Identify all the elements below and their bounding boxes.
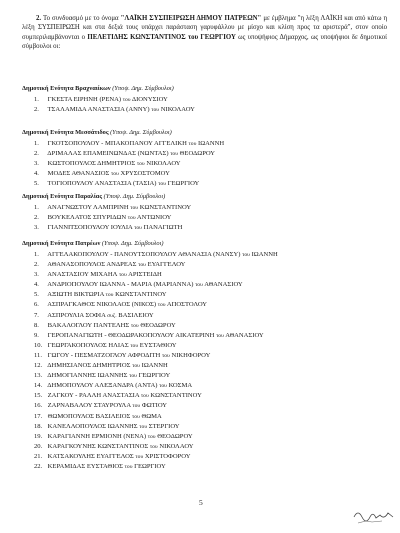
item-number: 19. bbox=[34, 432, 43, 440]
list-item bbox=[34, 179, 384, 189]
page-number: 5 bbox=[199, 498, 203, 507]
candidate-name: ΑΣΠΡΟΥΛΙΑ ΣΟΦΙΑ bbox=[47, 311, 106, 319]
item-number: 14. bbox=[34, 382, 43, 390]
relation-word: του bbox=[158, 181, 166, 188]
relation-word: του bbox=[136, 161, 145, 168]
parent-name: ΘΕΟΔΩΡΟΥ bbox=[157, 432, 193, 440]
candidate-name: ΑΝΑΣΤΑΣΙΟΥ ΜΙΧΑΗΛ bbox=[47, 271, 118, 279]
parent-name: ΝΙΚΟΛΑΟΥ bbox=[160, 106, 195, 114]
relation-word: του bbox=[132, 403, 141, 410]
list-item bbox=[34, 169, 384, 179]
list-item bbox=[34, 371, 384, 381]
item-number: 2. bbox=[34, 150, 39, 158]
list-item bbox=[34, 223, 384, 233]
relation-word: του bbox=[111, 171, 119, 178]
item-number: 15. bbox=[34, 392, 43, 400]
relation-word: του bbox=[135, 453, 144, 460]
parent-name: ΑΝΤΩΝΙΟΥ bbox=[136, 214, 172, 222]
list-item bbox=[34, 149, 384, 159]
candidate-name: ΖΑΓΚΟΥ - ΡΑΛΛΗ ΑΝΑΣΤΑΣΙΑ bbox=[47, 392, 140, 400]
candidate-name: ΔΡΙΜΑΛΑΣ ΕΠΑΜΕΙΝΩΝΔΑΣ (ΝΩΝΤΑΣ) bbox=[47, 150, 169, 158]
item-number: 6. bbox=[34, 301, 39, 309]
intro-text-after: ως υποψήφιος Δήμαρχος, ως υποψήφιοι δε δημοτικοί σύμβουλοι οι: bbox=[22, 33, 387, 50]
candidate-name: ΔΗΜΟΓΙΑΝΝΗΣ ΙΩΑΝΝΗΣ bbox=[47, 372, 128, 380]
section-title bbox=[22, 193, 165, 200]
parent-name: ΑΡΙΣΤΕΙΔΗ bbox=[128, 271, 162, 279]
section-name: Δημοτική Ενότητα Παραλίας bbox=[22, 193, 103, 200]
section-name: Δημοτική Ενότητα Πατρέων bbox=[22, 240, 101, 247]
list-item bbox=[34, 139, 384, 149]
list-item bbox=[34, 105, 384, 115]
relation-word: του bbox=[159, 383, 167, 390]
list-item bbox=[34, 361, 384, 371]
relation-word: του bbox=[138, 262, 146, 269]
parent-name: ΓΕΩΡΓΙΟΥ bbox=[138, 372, 171, 380]
list-item bbox=[34, 311, 384, 321]
list-item bbox=[34, 270, 384, 280]
list-item bbox=[34, 412, 384, 422]
item-number: 1. bbox=[34, 251, 39, 258]
section-name: Δημοτική Ενότητα Βραχναιίκων bbox=[22, 85, 111, 92]
relation-word: του bbox=[147, 433, 156, 440]
item-number: 9. bbox=[34, 331, 39, 339]
item-number: 1. bbox=[34, 140, 39, 147]
candidate-name: ΑΞΙΩΤΗ ΒΙΚΤΩΡΙΑ bbox=[47, 291, 104, 299]
item-number: 12. bbox=[34, 362, 43, 370]
parent-name: ΧΡΥΣΟΣΤΟΜΟΥ bbox=[120, 170, 170, 178]
candidate-list bbox=[34, 139, 384, 189]
section-note: (Υποψ. Δημ. Σύμβουλοι) bbox=[108, 129, 172, 136]
parent-name: ΓΕΩΡΓΙΟΥ bbox=[134, 462, 166, 470]
candidate-name: ΔΗΜΟΠΟΥΛΟΥ ΑΛΕΞΑΝΔΡΑ (ΑΝΤΑ) bbox=[47, 382, 158, 390]
relation-word: του bbox=[157, 302, 166, 309]
candidate-name: ΒΑΚΑΛΟΓΛΟΥ ΠΑΝΤΕΛΗΣ bbox=[47, 321, 130, 329]
section-title bbox=[22, 240, 164, 247]
list-item bbox=[34, 290, 384, 300]
candidate-name: ΚΕΡΑΜΙΔΑΣ ΕΥΣΤΑΘΙΟΣ bbox=[47, 462, 123, 470]
candidate-name: ΜΟΔΕΣ ΑΘΑΝΑΣΙΟΣ bbox=[47, 170, 110, 178]
parent-name: ΚΩΝΣΤΑΝΤΙΝΟΥ bbox=[139, 204, 192, 211]
item-number: 3. bbox=[34, 224, 39, 232]
relation-word: του bbox=[127, 215, 136, 222]
relation-word: του bbox=[124, 463, 133, 470]
intro-text-before: Το συνδυασμό με το όνομα bbox=[42, 15, 121, 22]
parent-name: ΑΘΑΝΑΣΙΟΥ bbox=[204, 281, 243, 289]
list-item bbox=[34, 159, 384, 169]
parent-name: ΚΩΝΣΤΑΝΤΙΝΟΥ bbox=[115, 291, 167, 299]
item-number: 2. bbox=[34, 261, 39, 269]
parent-name: ΝΙΚΟΛΑΟΥ bbox=[146, 160, 181, 168]
candidate-name: ΤΟΓΙΟΠΟΥΛΟΥ ΑΝΑΣΤΑΣΙΑ (ΤΑΣΙΑ) bbox=[47, 180, 157, 188]
section-note: (Υποψ. Δημ. Σύμβουλοι) bbox=[102, 193, 166, 200]
parent-name: ΕΥΑΓΓΕΛΟΥ bbox=[147, 261, 186, 269]
item-number: 5. bbox=[34, 291, 39, 299]
list-item bbox=[34, 331, 384, 341]
list-item bbox=[34, 351, 384, 361]
relation-word: του bbox=[139, 423, 148, 430]
parent-name: ΙΩΑΝΝΗ bbox=[141, 362, 168, 370]
candidate-name: ΚΩΣΤΟΠΟΥΛΟΣ ΔΗΜΗΤΡΙΟΣ bbox=[47, 160, 136, 168]
list-item bbox=[34, 422, 384, 432]
item-number: 21. bbox=[34, 452, 43, 460]
candidate-name: ΑΓΓΕΛΑΚΟΠΟΥΛΟΥ - ΠΑΝΟΥΤΣΟΠΟΥΛΟΥ ΑΘΑΝΑΣΙΑ (ΝΑΝΣΥ) bbox=[47, 251, 241, 258]
list-item bbox=[34, 462, 384, 472]
relation-word: του bbox=[151, 107, 160, 114]
parent-name: ΠΑΝΑΓΙΩΤΗ bbox=[143, 224, 183, 232]
item-number: 10. bbox=[34, 341, 43, 349]
parent-name: ΘΕΟΔΩΡΟΥ bbox=[140, 321, 176, 329]
list-item bbox=[34, 95, 384, 105]
candidate-name: ΓΙΑΝΝΙΤΣΟΠΟΥΛΟΥ ΙΟΥΛΙΑ bbox=[47, 224, 133, 232]
list-item bbox=[34, 250, 384, 260]
relation-word: του bbox=[129, 373, 137, 380]
coalition-name: "ΛΑΪΚΗ ΣΥΣΠΕΙΡΩΣΗ ΔΗΜΟΥ ΠΑΤΡΕΩΝ" bbox=[120, 15, 262, 22]
list-item bbox=[34, 300, 384, 310]
relation-word: του bbox=[130, 342, 139, 349]
list-item bbox=[34, 341, 384, 351]
item-number: 8. bbox=[34, 321, 39, 329]
candidate-name: ΑΘΑΝΑΣΟΠΟΥΛΟΣ ΑΝΔΡΕΑΣ bbox=[47, 261, 137, 269]
parent-name: ΣΤΕΡΓΙΟΥ bbox=[148, 422, 180, 430]
candidate-list bbox=[34, 250, 384, 472]
item-number: 4. bbox=[34, 281, 39, 289]
parent-name: ΚΩΝΣΤΑΝΤΙΝΟΥ bbox=[150, 392, 202, 400]
item-number: 22. bbox=[34, 462, 43, 470]
parent-name: ΚΟΣΜΑ bbox=[168, 382, 193, 390]
parent-name: ΧΡΙΣΤΟΦΟΡΟΥ bbox=[144, 452, 191, 460]
list-item bbox=[34, 213, 384, 223]
candidate-name: ΚΑΝΕΛΛΟΠΟΥΛΟΣ ΙΩΑΝΝΗΣ bbox=[47, 422, 138, 430]
item-number: 7. bbox=[34, 311, 39, 319]
candidate-name: ΓΚΕΣΤΑ ΕΙΡΗΝΗ (ΡΕΝΑ) bbox=[47, 96, 122, 103]
list-item bbox=[34, 432, 384, 442]
relation-word: του bbox=[149, 443, 158, 450]
relation-word: του bbox=[132, 363, 140, 370]
item-number: 13. bbox=[34, 372, 43, 380]
list-item bbox=[34, 391, 384, 401]
candidate-name: ΓΕΩΡΓΑΚΟΠΟΥΛΟΣ ΗΛΙΑΣ bbox=[47, 341, 129, 349]
intro-paragraph bbox=[22, 14, 387, 51]
relation-word: του bbox=[118, 272, 127, 279]
candidate-name: ΔΗΜΗΣΙΑΝΟΣ ΔΗΜΗΤΡΙΟΣ bbox=[47, 362, 131, 370]
parent-name: ΔΙΟΝΥΣΙΟΥ bbox=[131, 96, 168, 103]
candidate-list bbox=[34, 95, 384, 115]
relation-word: του bbox=[134, 225, 142, 232]
intro-text-middle: με έμβλημα "η λέξη ΛΑΪΚΗ και από κάτω η λέξη ΣΥΣΠΕΙΡΩΣΗ και στα δεξιά τους υπάρχει παράσταση γαρυφάλλου με μίσχο και κλίση προς τα αριστερά", στον οποίο συμπεριλαμβάνονται ο bbox=[22, 15, 387, 41]
mayor-candidate: ΠΕΛΕΤΙΔΗΣ ΚΩΝΣΤΑΝΤΙΝΟΣ του ΓΕΩΡΓΙΟΥ bbox=[87, 33, 236, 41]
list-item bbox=[34, 280, 384, 290]
candidate-name: ΓΩΓΟΥ - ΠΕΣΜΑΤΖΟΓΛΟΥ ΑΦΡΟΔΙΤΗ bbox=[47, 351, 161, 359]
item-number: 1. bbox=[34, 96, 39, 103]
list-item bbox=[34, 442, 384, 452]
relation-word: του bbox=[216, 332, 224, 339]
parent-name: ΘΕΟΔΩΡΟΥ bbox=[179, 150, 216, 158]
parent-name: ΕΥΣΤΑΘΙΟΥ bbox=[139, 341, 177, 349]
relation-word: του bbox=[170, 151, 179, 158]
item-number: 3. bbox=[34, 160, 39, 168]
parent-name: ΝΙΚΗΦΟΡΟΥ bbox=[171, 351, 211, 359]
parent-name: ΑΘΑΝΑΣΙΟΥ bbox=[225, 331, 264, 339]
section-note: (Υποψ. Δημ. Σύμβουλοι) bbox=[110, 85, 174, 92]
relation-word: του bbox=[105, 292, 114, 299]
candidate-name: ΓΚΟΤΣΟΠΟΥΛΟΥ - ΜΠΑΚΟΠΑΝΟΥ ΑΓΓΕΛΙΚΗ bbox=[47, 140, 187, 147]
candidate-name: ΤΣΑΛΑΜΙΔΑ ΑΝΑΣΤΑΣΙΑ (ΑΝΝΥ) bbox=[47, 106, 150, 114]
item-number: 16. bbox=[34, 402, 43, 410]
candidate-name: ΑΝΑΓΝΩΣΤΟΥ ΛΑΜΠΡΙΝΗ bbox=[47, 204, 129, 211]
relation-word: του bbox=[140, 393, 149, 400]
candidate-name: ΚΑΤΣΑΚΟΥΛΗΣ ΕΥΑΓΓΕΛΟΣ bbox=[47, 452, 134, 460]
item-number: 17. bbox=[34, 412, 43, 420]
list-item bbox=[34, 203, 384, 213]
parent-name: ΓΕΩΡΓΙΟΥ bbox=[167, 180, 200, 188]
section-title bbox=[22, 129, 172, 136]
parent-name: ΙΩΑΝΝΗ bbox=[198, 140, 225, 147]
item-number: 4. bbox=[34, 170, 39, 178]
candidate-name: ΓΕΡΟΠΑΝΑΓΙΩΤΗ - ΘΕΟΔΩΡΑΚΟΠΟΥΛΟΥ ΑΙΚΑΤΕΡΙΝΗ bbox=[47, 331, 215, 339]
list-item bbox=[34, 452, 384, 462]
list-item bbox=[34, 260, 384, 270]
parent-name: ΦΩΤΙΟΥ bbox=[141, 402, 168, 410]
relation-word: του bbox=[122, 97, 131, 103]
paragraph-number: 2. bbox=[36, 15, 42, 22]
relation-word: του bbox=[130, 322, 139, 329]
parent-name: ΑΠΟΣΤΟΛΟΥ bbox=[166, 301, 208, 309]
parent-name: ΝΙΚΟΛΑΟΥ bbox=[159, 442, 194, 450]
section-title bbox=[22, 85, 174, 92]
section-name: Δημοτική Ενότητα Μεσσάτιδος bbox=[22, 129, 109, 136]
relation-word: του bbox=[130, 205, 139, 211]
list-item bbox=[34, 401, 384, 411]
list-item bbox=[34, 381, 384, 391]
candidate-name: ΖΑΡΝΑΒΑΛΟΥ ΣΤΑΥΡΟΥΛΑ bbox=[47, 402, 131, 410]
section-note: (Υποψ. Δημ. Σύμβουλοι) bbox=[100, 240, 164, 247]
list-item bbox=[34, 321, 384, 331]
candidate-name: ΘΩΜΟΠΟΥΛΟΣ ΒΑΣΙΛΕΙΟΣ bbox=[47, 412, 131, 420]
relation-word: συζ. bbox=[107, 312, 117, 319]
relation-word: του bbox=[242, 252, 250, 258]
candidate-name: ΒΟΥΚΕΛΑΤΟΣ ΣΠΥΡΙΔΩΝ bbox=[47, 214, 127, 222]
item-number: 2. bbox=[34, 106, 39, 114]
candidate-name: ΑΝΔΡΙΟΠΟΥΛΟΥ ΙΩΑΝΝΑ - ΜΑΡΙΑ (ΜΑΡΙΑΝΝΑ) bbox=[47, 281, 194, 289]
relation-word: του bbox=[195, 282, 203, 289]
parent-name: ΙΩΑΝΝΗ bbox=[251, 251, 278, 258]
candidate-list bbox=[34, 203, 384, 233]
item-number: 5. bbox=[34, 180, 39, 188]
handwritten-signature bbox=[352, 503, 396, 527]
candidate-name: ΚΑΡΑΓΙΑΝΝΗ ΕΡΜΙΟΝΗ (ΝΕΝΑ) bbox=[47, 432, 147, 440]
relation-word: του bbox=[161, 352, 170, 359]
item-number: 3. bbox=[34, 271, 39, 279]
item-number: 11. bbox=[34, 351, 42, 359]
candidate-name: ΚΑΡΑΓΚΟΥΝΗΣ ΚΩΝΣΤΑΝΤΙΝΟΣ bbox=[47, 442, 149, 450]
relation-word: του bbox=[188, 141, 197, 147]
relation-word: του bbox=[132, 413, 140, 420]
item-number: 20. bbox=[34, 442, 43, 450]
item-number: 2. bbox=[34, 214, 39, 222]
item-number: 18. bbox=[34, 422, 43, 430]
candidate-name: ΑΣΠΡΑΓΚΑΘΟΣ ΝΙΚΟΛΑΟΣ (ΝΙΚΟΣ) bbox=[47, 301, 157, 309]
item-number: 1. bbox=[34, 204, 39, 211]
parent-name: ΘΩΜΑ bbox=[141, 412, 162, 420]
parent-name: ΒΑΣΙΛΕΙΟΥ bbox=[118, 311, 154, 319]
